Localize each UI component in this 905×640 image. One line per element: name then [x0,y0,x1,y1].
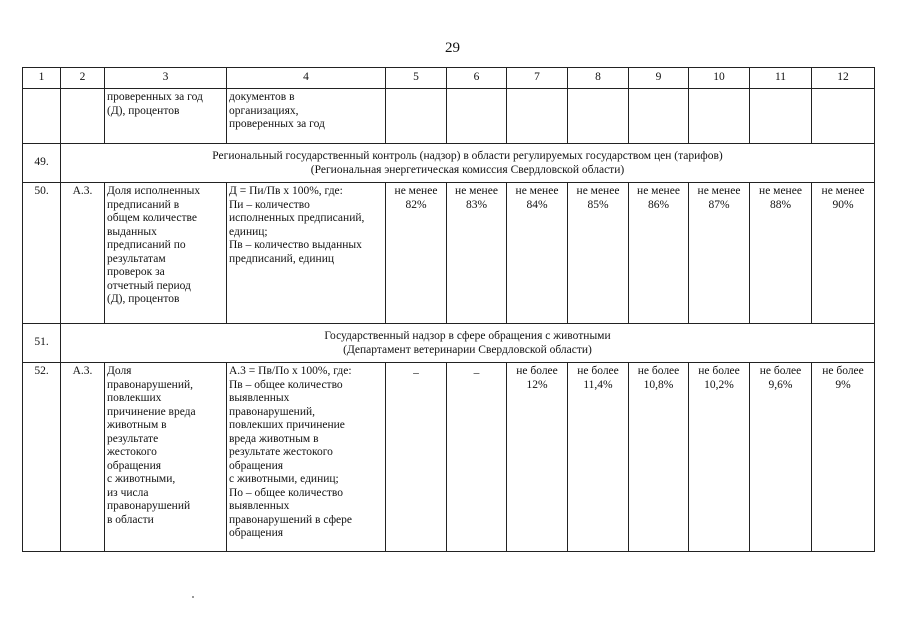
section-title-line: Государственный надзор в сфере обращения с животными [324,330,611,342]
text-line: не менее [455,185,498,197]
text-line: документов в [229,91,295,103]
header-cell: 4 [227,68,386,89]
text-line: не более [577,365,619,377]
text-line: правонарушений в сфере [229,513,352,526]
text-line: выданных [107,225,157,238]
text-line: 9,6% [768,378,793,391]
target-value-cell [507,363,568,552]
empty-cell [629,89,689,144]
target-value-cell [507,183,568,324]
text-line: 84% [526,198,548,211]
text-line: (Д), процентов [107,293,180,305]
text-line: не менее [821,185,865,197]
formula-cell [227,183,386,324]
text-line: причинение вреда [107,405,196,418]
header-row [23,68,875,89]
row-number: 52. [23,363,61,552]
text-line: животным в [107,419,167,431]
section-row-49 [23,144,875,183]
text-line: Пв – общее количество [229,378,343,391]
empty-cell [689,89,750,144]
text-line: 10,2% [704,378,734,391]
text-line: предписаний в [107,198,180,211]
text-line: 9% [835,378,851,391]
empty-cell [447,89,507,144]
target-value-cell [812,183,875,324]
target-value-cell [568,363,629,552]
header-cell: 9 [629,68,689,89]
target-value-cell [689,183,750,324]
text-line: результате жестокого [229,446,333,458]
target-value-cell [447,183,507,324]
target-value-cell [629,363,689,552]
indicator-row-50 [23,183,875,324]
indicator-row-52 [23,363,875,552]
text-line: не менее [759,185,802,197]
text-line: не более [759,365,802,377]
row-number: 50. [23,183,61,324]
row-number: 51. [23,324,61,363]
target-value-cell [750,183,812,324]
text-line: 85% [587,198,609,211]
section-title [61,144,875,183]
header-cell: 8 [568,68,629,89]
target-value-cell [447,363,507,552]
text-line: 10,8% [643,378,674,391]
target-value-cell [629,183,689,324]
header-cell: 3 [105,68,227,89]
empty-cell [23,89,61,144]
text-line: единиц; [229,225,268,238]
section-subtitle-line: (Региональная энергетическая комиссия Свердловской области) [310,164,625,176]
text-line: 87% [708,198,730,211]
text-line: Доля [107,365,132,377]
text-line: 88% [769,198,792,211]
indicator-name-cell [105,89,227,144]
text-line: обращения [107,459,162,472]
section-title [61,324,875,363]
text-line: повлекших [107,392,162,404]
section-row-51 [23,324,875,363]
text-line: 11,4% [583,378,613,391]
text-line: А.3 = Пв/По x 100%, где: [229,365,352,377]
text-line: исполненных предписаний, [229,212,365,224]
target-value-cell [812,363,875,552]
header-cell: 7 [507,68,568,89]
target-value-cell [689,363,750,552]
empty-cell [386,89,447,144]
text-line: не менее [637,185,680,197]
row-number: 49. [23,144,61,183]
text-line: с животными, [107,473,176,485]
text-line: общем количестве [107,212,197,224]
target-value-cell [750,363,812,552]
target-value-cell [386,363,447,552]
target-value-cell [386,183,447,324]
text-line: с животными, единиц; [229,473,339,485]
text-line: Д = Пи/Пв x 100%, где: [229,185,343,197]
indicator-name-cell [105,363,227,552]
header-cell: 12 [812,68,875,89]
target-value-cell [568,183,629,324]
text-line: правонарушений, [107,378,194,391]
dash-mark: – [473,367,480,379]
dash-mark: – [413,367,419,379]
text-line: 82% [405,198,427,211]
empty-cell [750,89,812,144]
empty-cell [568,89,629,144]
text-line: выявленных [229,500,290,512]
text-line: проверенных за год [229,118,325,130]
indicator-name-cell [105,183,227,324]
text-line: правонарушений [107,500,191,512]
text-line: не более [637,365,680,377]
text-line: (Д), процентов [107,104,180,117]
text-line: Пи – количество [229,198,310,211]
indicator-code: А.3. [61,183,105,324]
text-line: в области [107,513,154,526]
page-number: 29 [445,40,460,56]
text-line: не менее [576,185,620,197]
text-line: выявленных [229,392,290,404]
formula-cell [227,363,386,552]
text-line: результатам [107,252,166,265]
header-cell: 6 [447,68,507,89]
scan-speck [192,596,194,598]
text-line: не менее [515,185,559,197]
text-line: проверок за [107,266,165,278]
text-line: из числа [107,486,149,499]
empty-cell [812,89,875,144]
text-line: результате [107,432,159,445]
indicator-code: А.3. [61,363,105,552]
header-cell: 11 [750,68,812,89]
header-cell: 10 [689,68,750,89]
text-line: не более [516,365,558,377]
header-cell: 1 [23,68,61,89]
text-line: 86% [647,198,670,211]
text-line: не более [822,365,864,377]
text-line: не менее [394,185,438,197]
text-line: Пв – количество выданных [229,239,362,251]
header-cell: 2 [61,68,105,89]
text-line: обращения [229,527,284,539]
text-line: проверенных за год [107,91,203,103]
formula-cell [227,89,386,144]
empty-cell [61,89,105,144]
text-line: предписаний, единиц [229,252,334,265]
indicator-table [22,67,875,552]
text-line: повлекших причинение [229,419,345,431]
text-line: предписаний по [107,239,186,251]
text-line: не более [698,365,740,377]
continuation-row [23,89,875,144]
text-line: Доля исполненных [107,185,201,197]
text-line: жестокого [107,446,157,458]
text-line: правонарушений, [229,405,316,418]
text-line: не менее [697,185,741,197]
text-line: 90% [832,198,854,211]
text-line: 12% [526,378,548,391]
text-line: отчетный период [107,279,191,292]
text-line: вреда животным в [229,432,319,445]
section-title-line: Региональный государственный контроль (надзор) в области регулируемых государством цен (тарифов) [212,150,723,162]
text-line: 83% [465,198,488,211]
text-line: организациях, [229,104,299,117]
text-line: По – общее количество [229,486,343,499]
section-subtitle-line: (Департамент ветеринарии Свердловской области) [343,344,592,356]
text-line: обращения [229,459,284,472]
empty-cell [507,89,568,144]
header-cell: 5 [386,68,447,89]
